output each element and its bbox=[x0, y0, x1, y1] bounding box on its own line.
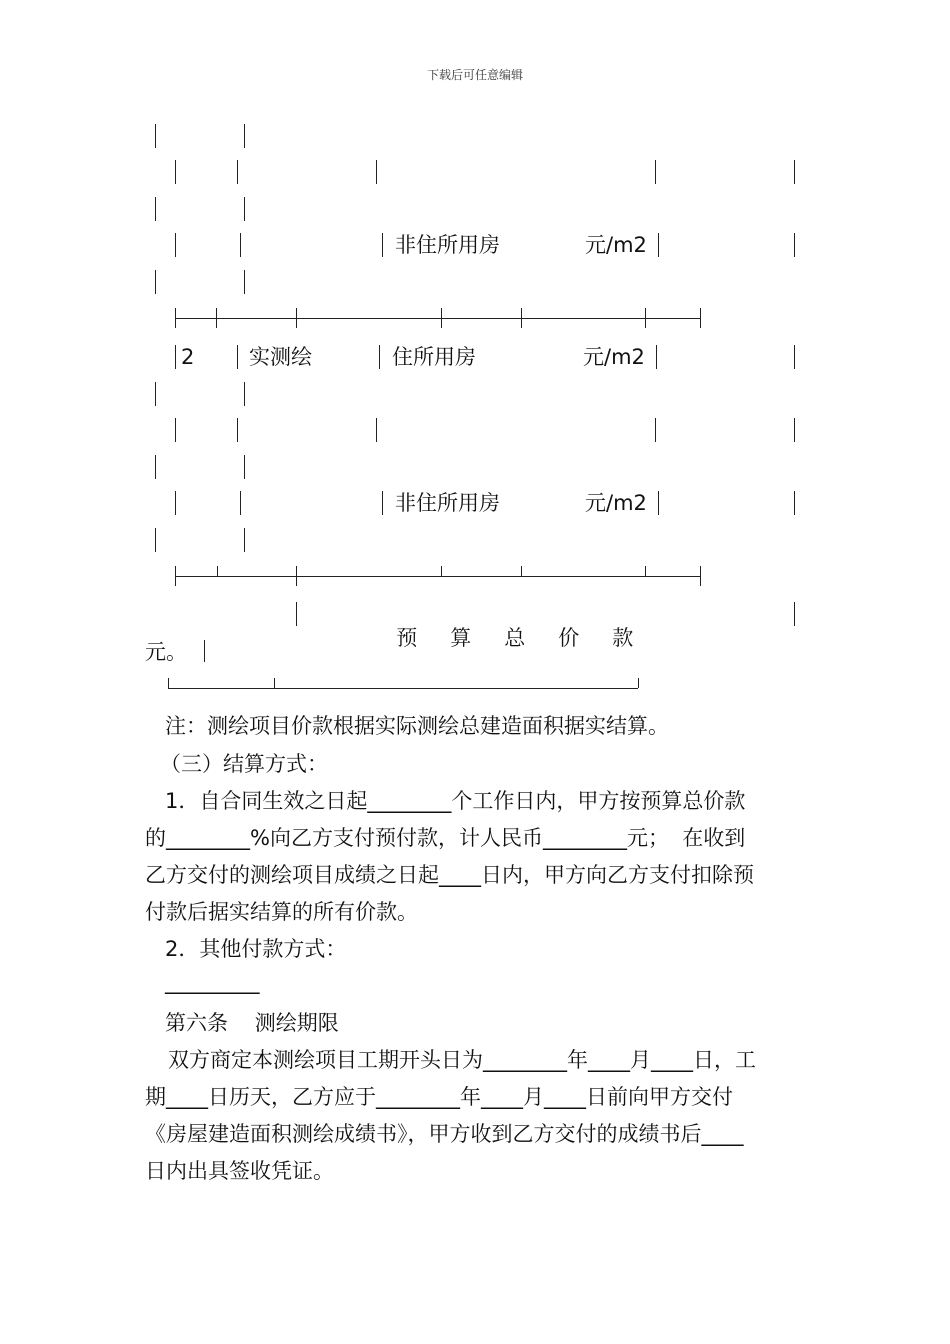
settlement-note: 注：测绘项目价款根据实际测绘总建造面积据实结算。 bbox=[165, 714, 669, 738]
table-border bbox=[379, 345, 380, 369]
table-border bbox=[794, 491, 795, 515]
table-border bbox=[441, 566, 442, 576]
table-border bbox=[175, 345, 176, 369]
table-border bbox=[175, 233, 176, 257]
table-separator bbox=[175, 576, 700, 577]
table-border bbox=[175, 418, 176, 442]
paragraph-line: 双方商定本测绘项目工期开头日为________年____月____日，工 bbox=[168, 1048, 756, 1072]
table-border bbox=[155, 124, 156, 148]
row-unit: 元/m2 bbox=[583, 345, 645, 369]
table-border bbox=[240, 491, 241, 515]
budget-unit: 元。 bbox=[145, 640, 187, 664]
table-bottom-border bbox=[168, 688, 638, 689]
table-border bbox=[794, 160, 795, 184]
budget-label bbox=[353, 602, 650, 674]
table-border bbox=[244, 528, 245, 552]
table-border bbox=[155, 197, 156, 221]
table-border bbox=[155, 455, 156, 479]
table-border bbox=[175, 566, 176, 586]
paragraph-line: 日内出具签收凭证。 bbox=[145, 1159, 334, 1183]
table-border bbox=[155, 270, 156, 294]
table-border bbox=[794, 418, 795, 442]
table-border bbox=[645, 566, 646, 576]
table-border bbox=[155, 528, 156, 552]
table-border bbox=[175, 308, 176, 328]
table-border bbox=[296, 566, 297, 586]
table-border bbox=[645, 308, 646, 328]
table-border bbox=[382, 233, 383, 257]
table-border bbox=[240, 233, 241, 257]
row-label: 非住所用房 bbox=[395, 491, 500, 515]
budget-char: 总 bbox=[504, 626, 526, 650]
table-border bbox=[274, 678, 275, 688]
table-border bbox=[521, 566, 522, 576]
budget-char: 算 bbox=[450, 626, 472, 650]
table-border bbox=[244, 382, 245, 406]
paragraph-line: 1．自合同生效之日起________个工作日内，甲方按预算总价款 bbox=[165, 789, 746, 813]
table-border bbox=[237, 418, 238, 442]
table-border bbox=[237, 160, 238, 184]
table-border bbox=[441, 308, 442, 328]
paragraph-line: 《房屋建造面积测绘成绩书》，甲方收到乙方交付的成绩书后____ bbox=[145, 1122, 744, 1146]
table-border bbox=[521, 308, 522, 328]
table-border bbox=[175, 160, 176, 184]
table-border bbox=[794, 233, 795, 257]
table-border bbox=[168, 678, 169, 688]
table-border bbox=[217, 566, 218, 576]
table-border bbox=[655, 418, 656, 442]
article-heading: 第六条 测绘期限 bbox=[165, 1011, 339, 1035]
table-border bbox=[700, 566, 701, 586]
table-border bbox=[237, 345, 238, 369]
table-border bbox=[244, 270, 245, 294]
table-border bbox=[700, 308, 701, 328]
budget-char: 预 bbox=[396, 626, 418, 650]
table-border bbox=[656, 345, 657, 369]
row-label: 住所用房 bbox=[392, 345, 476, 369]
table-border bbox=[794, 602, 795, 626]
table-border bbox=[638, 678, 639, 688]
table-border bbox=[376, 418, 377, 442]
table-border bbox=[244, 455, 245, 479]
table-border bbox=[658, 491, 659, 515]
budget-char: 款 bbox=[612, 626, 634, 650]
paragraph-line: 付款后据实结算的所有价款。 bbox=[145, 900, 418, 924]
budget-char: 价 bbox=[558, 626, 580, 650]
row-label: 非住所用房 bbox=[395, 233, 500, 257]
page-header-note: 下载后可任意编辑 bbox=[426, 68, 523, 82]
table-border bbox=[216, 308, 217, 328]
paragraph-line: 乙方交付的测绘项目成绩之日起____日内，甲方向乙方支付扣除预 bbox=[145, 863, 754, 887]
table-border bbox=[655, 160, 656, 184]
row-type: 实测绘 bbox=[249, 345, 312, 369]
table-border bbox=[204, 640, 205, 662]
row-unit: 元/m2 bbox=[585, 233, 647, 257]
table-border bbox=[794, 345, 795, 369]
table-border bbox=[376, 160, 377, 184]
table-border bbox=[382, 491, 383, 515]
table-border bbox=[244, 197, 245, 221]
table-border bbox=[658, 233, 659, 257]
table-border bbox=[296, 308, 297, 328]
table-separator bbox=[175, 318, 700, 319]
table-border bbox=[244, 124, 245, 148]
table-border bbox=[155, 382, 156, 406]
section-heading: （三）结算方式： bbox=[160, 752, 328, 776]
paragraph-line: 的________%向乙方支付预付款，计人民币________元； 在收到 bbox=[145, 826, 746, 850]
paragraph-line: 2．其他付款方式： bbox=[165, 937, 347, 961]
row-number: 2 bbox=[181, 345, 195, 369]
table-border bbox=[175, 491, 176, 515]
row-unit: 元/m2 bbox=[585, 491, 647, 515]
table-border bbox=[296, 602, 297, 626]
paragraph-line: 期____日历天，乙方应于________年____月____日前向甲方交付 bbox=[145, 1085, 733, 1109]
blank-line: _________ bbox=[165, 970, 260, 994]
